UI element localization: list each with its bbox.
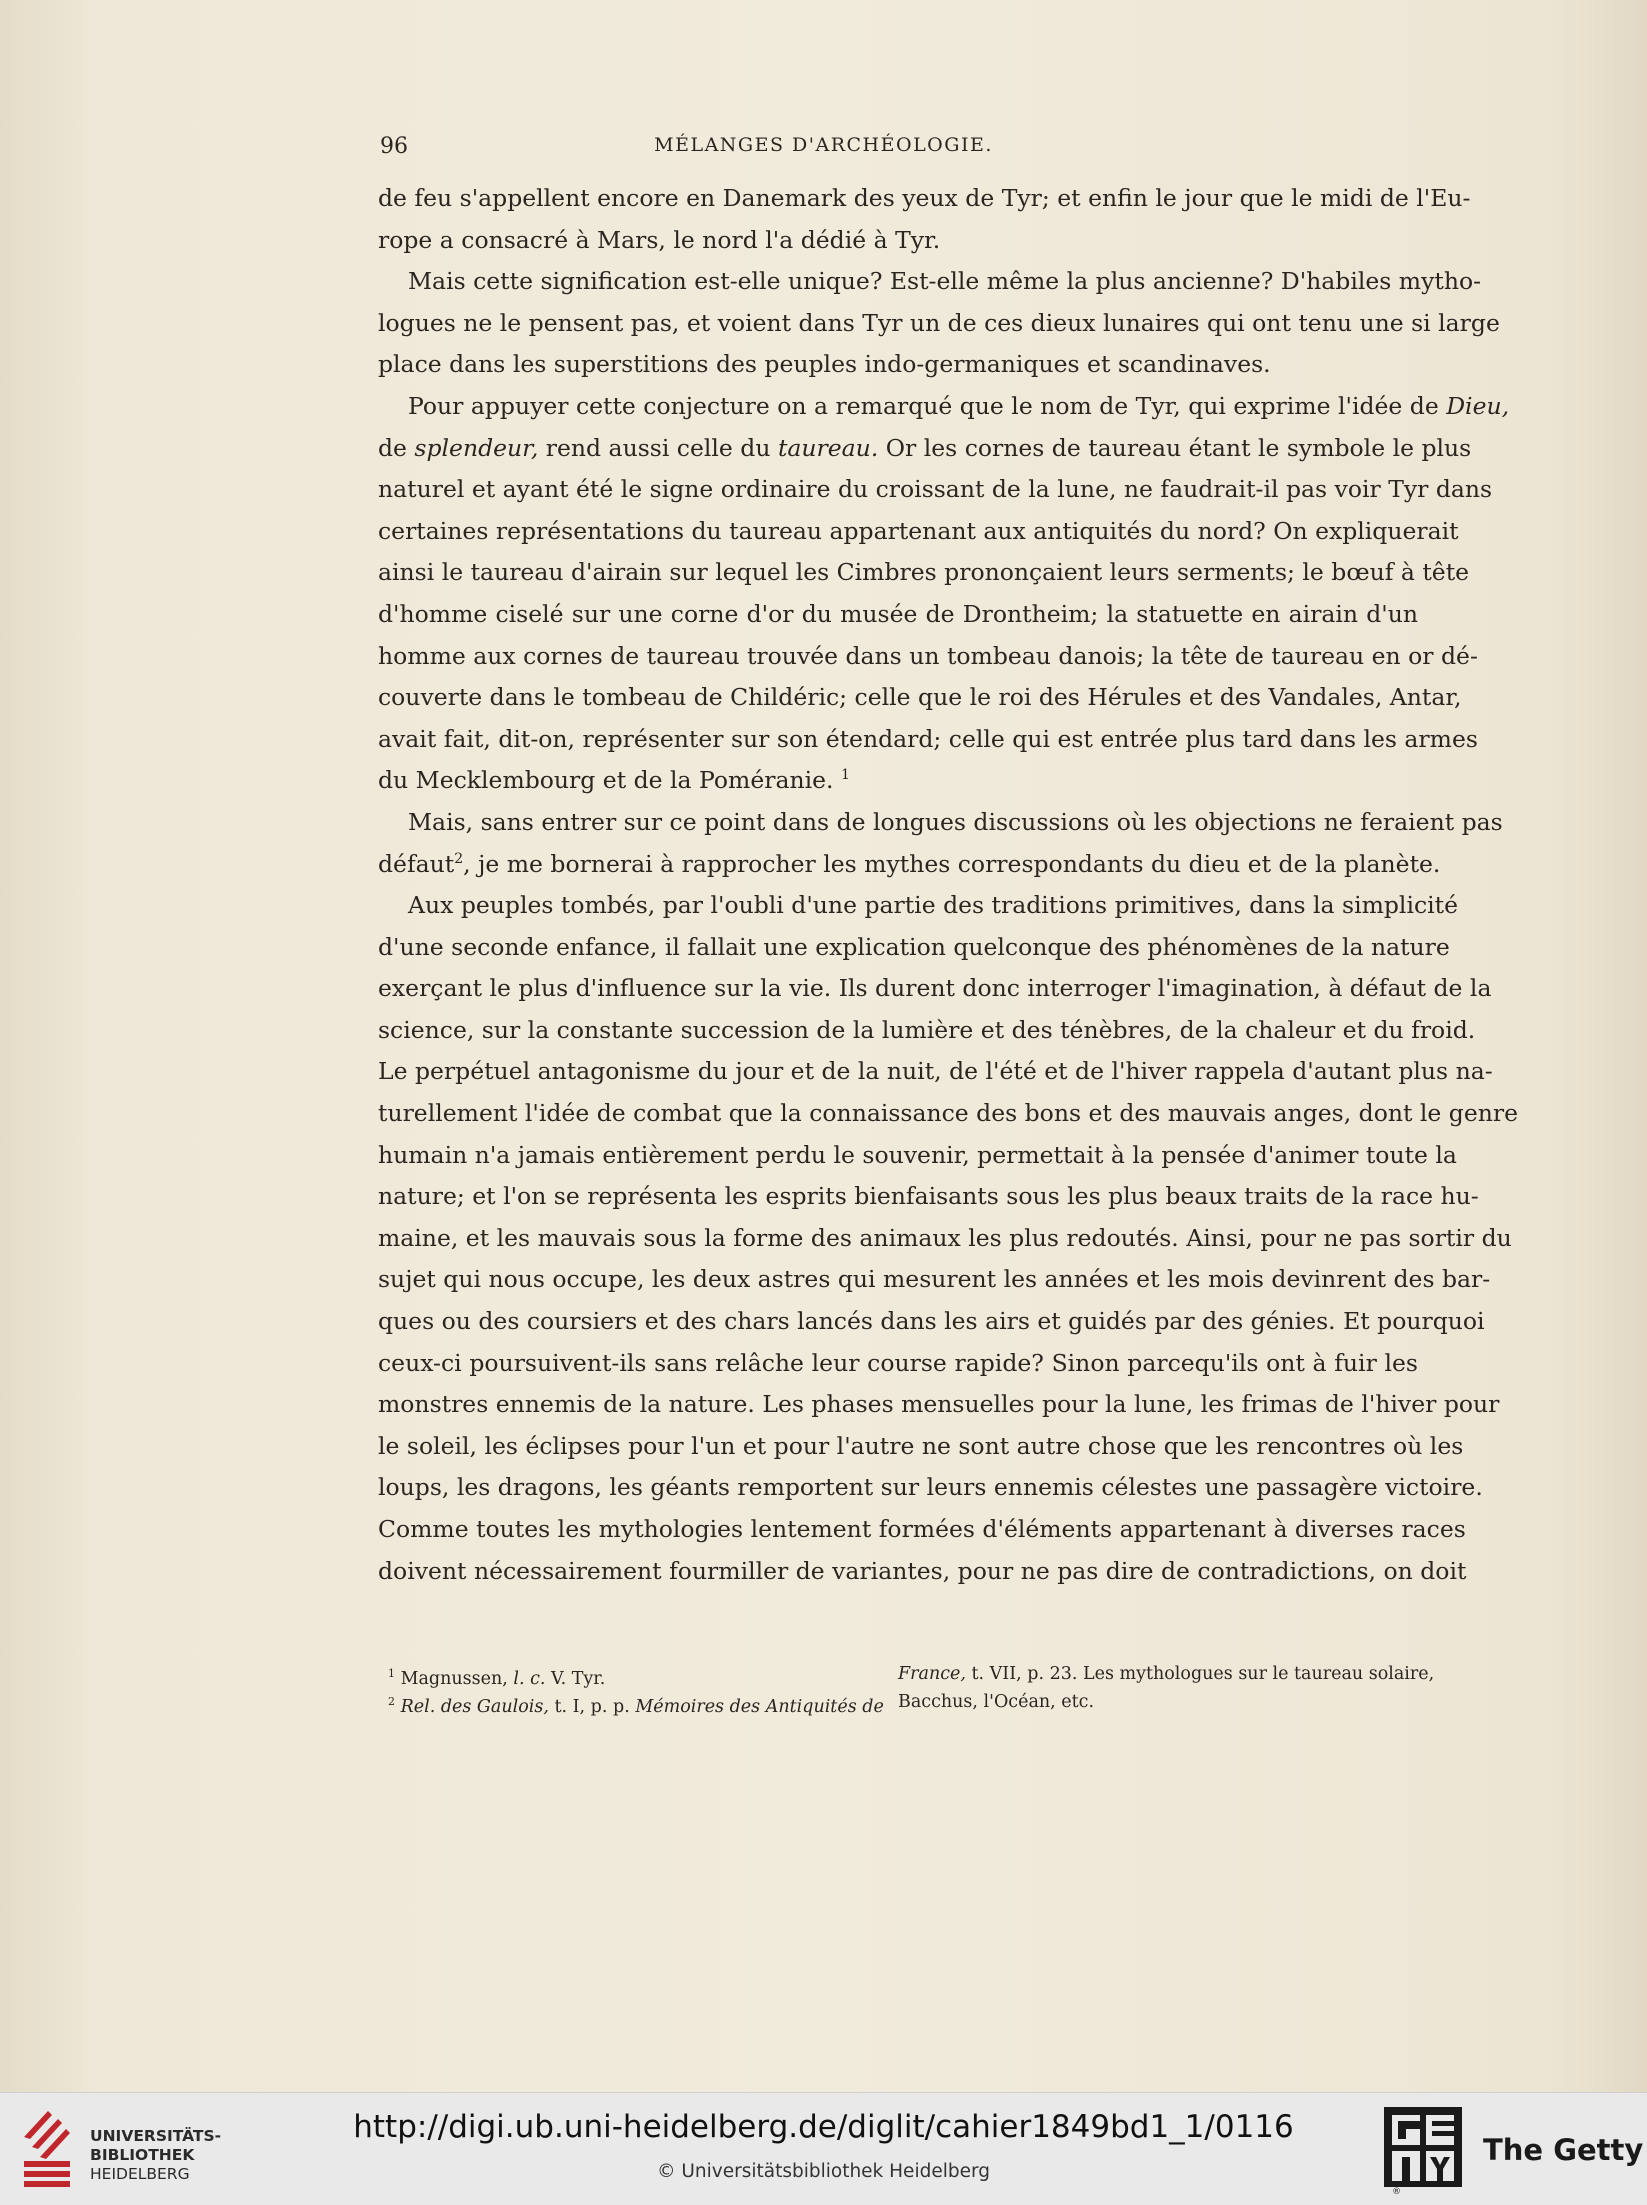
text-line: Mais cette signification est-elle unique? Est-elle même la plus ancienne? D'habiles mytho-: [408, 267, 1482, 296]
text-line: ceux-ci poursuivent-ils sans relâche leur course rapide? Sinon parcequ'ils ont à fuir les: [378, 1348, 1418, 1377]
text-line: Pour appuyer cette conjecture on a remarqué que le nom de Tyr, qui exprime l'idée de Dieu,: [408, 391, 1510, 420]
text-line: loups, les dragons, les géants remportent sur leurs ennemis célestes une passagère victoire.: [378, 1473, 1483, 1502]
text-line: de feu s'appellent encore en Danemark des yeux de Tyr; et enfin le jour que le midi de l'Eu-: [378, 184, 1471, 212]
text-line: d'une seconde enfance, il fallait une explication quelconque des phénomènes de la nature: [378, 932, 1450, 961]
text-line: de splendeur, rend aussi celle du taureau. Or les cornes de taureau étant le symbole le plus: [378, 433, 1472, 462]
footnote-2-continued: France, t. VII, p. 23. Les mythologues sur le taureau solaire,: [898, 1664, 1435, 1684]
text-line: d'homme ciselé sur une corne d'or du musée de Drontheim; la statuette en airain d'un: [378, 599, 1418, 628]
getty-logo-icon[interactable]: [1384, 2107, 1462, 2195]
text-line: sujet qui nous occupe, les deux astres qui mesurent les années et les mois devinrent des bar-: [378, 1265, 1491, 1294]
footnotes-right-column: [898, 1660, 1435, 1716]
text-line: nature; et l'on se représenta les esprits bienfaisants sous les plus beaux traits de la race hu-: [378, 1182, 1479, 1211]
text-line: doivent nécessairement fourmiller de variantes, pour ne pas dire de contradictions, on doit: [378, 1556, 1467, 1585]
copyright-notice: © Universitätsbibliothek Heidelberg: [656, 2161, 990, 2182]
getty-wordmark: The Getty: [1483, 2133, 1644, 2167]
text-line: couverte dans le tombeau de Childéric; celle que le roi des Hérules et des Vandales, Antar,: [378, 683, 1462, 712]
body-text: [378, 178, 1519, 1592]
italic-word: splendeur,: [414, 433, 539, 462]
page-header: [0, 134, 1647, 174]
text-line: maine, et les mauvais sous la forme des animaux les plus redoutés. Ainsi, pour ne pas sortir du: [378, 1223, 1512, 1252]
footnotes-left-column: [388, 1660, 884, 1717]
text-line: homme aux cornes de taureau trouvée dans un tombeau danois; la tête de taureau en or dé-: [378, 641, 1478, 670]
text-line: monstres ennemis de la nature. Les phases mensuelles pour la lune, les frimas de l'hiver pour: [378, 1390, 1500, 1419]
footer-bar: [0, 2092, 1647, 2205]
text-line: turellement l'idée de combat que la connaissance des bons et des mauvais anges, dont le genre: [378, 1099, 1519, 1128]
ub-heidelberg-wordmark: UNIVERSITÄTS- BIBLIOTHEK HEIDELBERG: [90, 2127, 222, 2183]
text-line: science, sur la constante succession de la lumière et des ténèbres, de la chaleur et du froid.: [378, 1015, 1476, 1044]
text-line: humain n'a jamais entièrement perdu le souvenir, permettait à la pensée d'animer toute la: [378, 1140, 1457, 1169]
text-line: le soleil, les éclipses pour l'un et pour l'autre ne sont autre chose que les rencontres où les: [378, 1431, 1464, 1460]
italic-word: Dieu,: [1446, 391, 1510, 420]
text-line: certaines représentations du taureau appartenant aux antiquités du nord? On expliquerait: [378, 516, 1459, 545]
footnote-2-continued: Bacchus, l'Océan, etc.: [898, 1692, 1095, 1712]
italic-word: taureau.: [777, 433, 879, 462]
footnote-ref[interactable]: 1: [841, 767, 850, 784]
text-line: ques ou des coursiers et des chars lancés dans les airs et guidés par des génies. Et pourquoi: [378, 1307, 1485, 1336]
text-line: avait fait, dit-on, représenter sur son étendard; celle qui est entrée plus tard dans les armes: [378, 724, 1478, 753]
text-line: ainsi le taureau d'airain sur lequel les Cimbres prononçaient leurs serments; le bœuf à tête: [378, 558, 1470, 587]
text-line: Aux peuples tombés, par l'oubli d'une partie des traditions primitives, dans la simplicité: [408, 891, 1458, 920]
footnote-1: $^1$ Magnussen, l. c. V. Tyr.: [388, 1667, 606, 1689]
text-line: place dans les superstitions des peuples indo-germaniques et scandinaves.: [378, 350, 1271, 379]
footnote-number: 2: [388, 1695, 395, 1708]
svg-text:®: ®: [1392, 2187, 1401, 2195]
text-line: naturel et ayant été le signe ordinaire du croissant de la lune, ne faudrait-il pas voir Tyr dans: [378, 475, 1493, 504]
page-number: 96: [380, 134, 408, 159]
permalink-url[interactable]: http://digi.ub.uni-heidelberg.de/diglit/cahier1849bd1_1/0116: [353, 2109, 1294, 2145]
footnote-number: 1: [388, 1667, 395, 1680]
text-line: logues ne le pensent pas, et voient dans Tyr un de ces dieux lunaires qui ont tenu une si large: [378, 308, 1500, 337]
text-line: défaut$^2$, je me bornerai à rapprocher les mythes correspondants du dieu et de la planète.: [378, 849, 1441, 878]
text-line: Mais, sans entrer sur ce point dans de longues discussions où les objections ne feraient pas: [408, 807, 1503, 836]
footnote-2: $^2$ Rel. des Gaulois, t. I, p. p. Mémoires des Antiquités de: [388, 1695, 884, 1717]
footnote-ref[interactable]: 2: [454, 850, 464, 867]
running-head: MÉLANGES D'ARCHÉOLOGIE.: [654, 134, 993, 156]
text-line: du Mecklembourg et de la Poméranie. $^1$: [378, 766, 850, 795]
text-line: Comme toutes les mythologies lentement formées d'éléments appartenant à diverses races: [378, 1515, 1466, 1543]
text-line: Le perpétuel antagonisme du jour et de la nuit, de l'été et de l'hiver rappela d'autant plus na-: [378, 1057, 1493, 1086]
text-line: rope a consacré à Mars, le nord l'a dédié à Tyr.: [378, 225, 941, 254]
text-line: exerçant le plus d'influence sur la vie. Ils durent donc interroger l'imagination, à défaut de la: [378, 974, 1492, 1003]
